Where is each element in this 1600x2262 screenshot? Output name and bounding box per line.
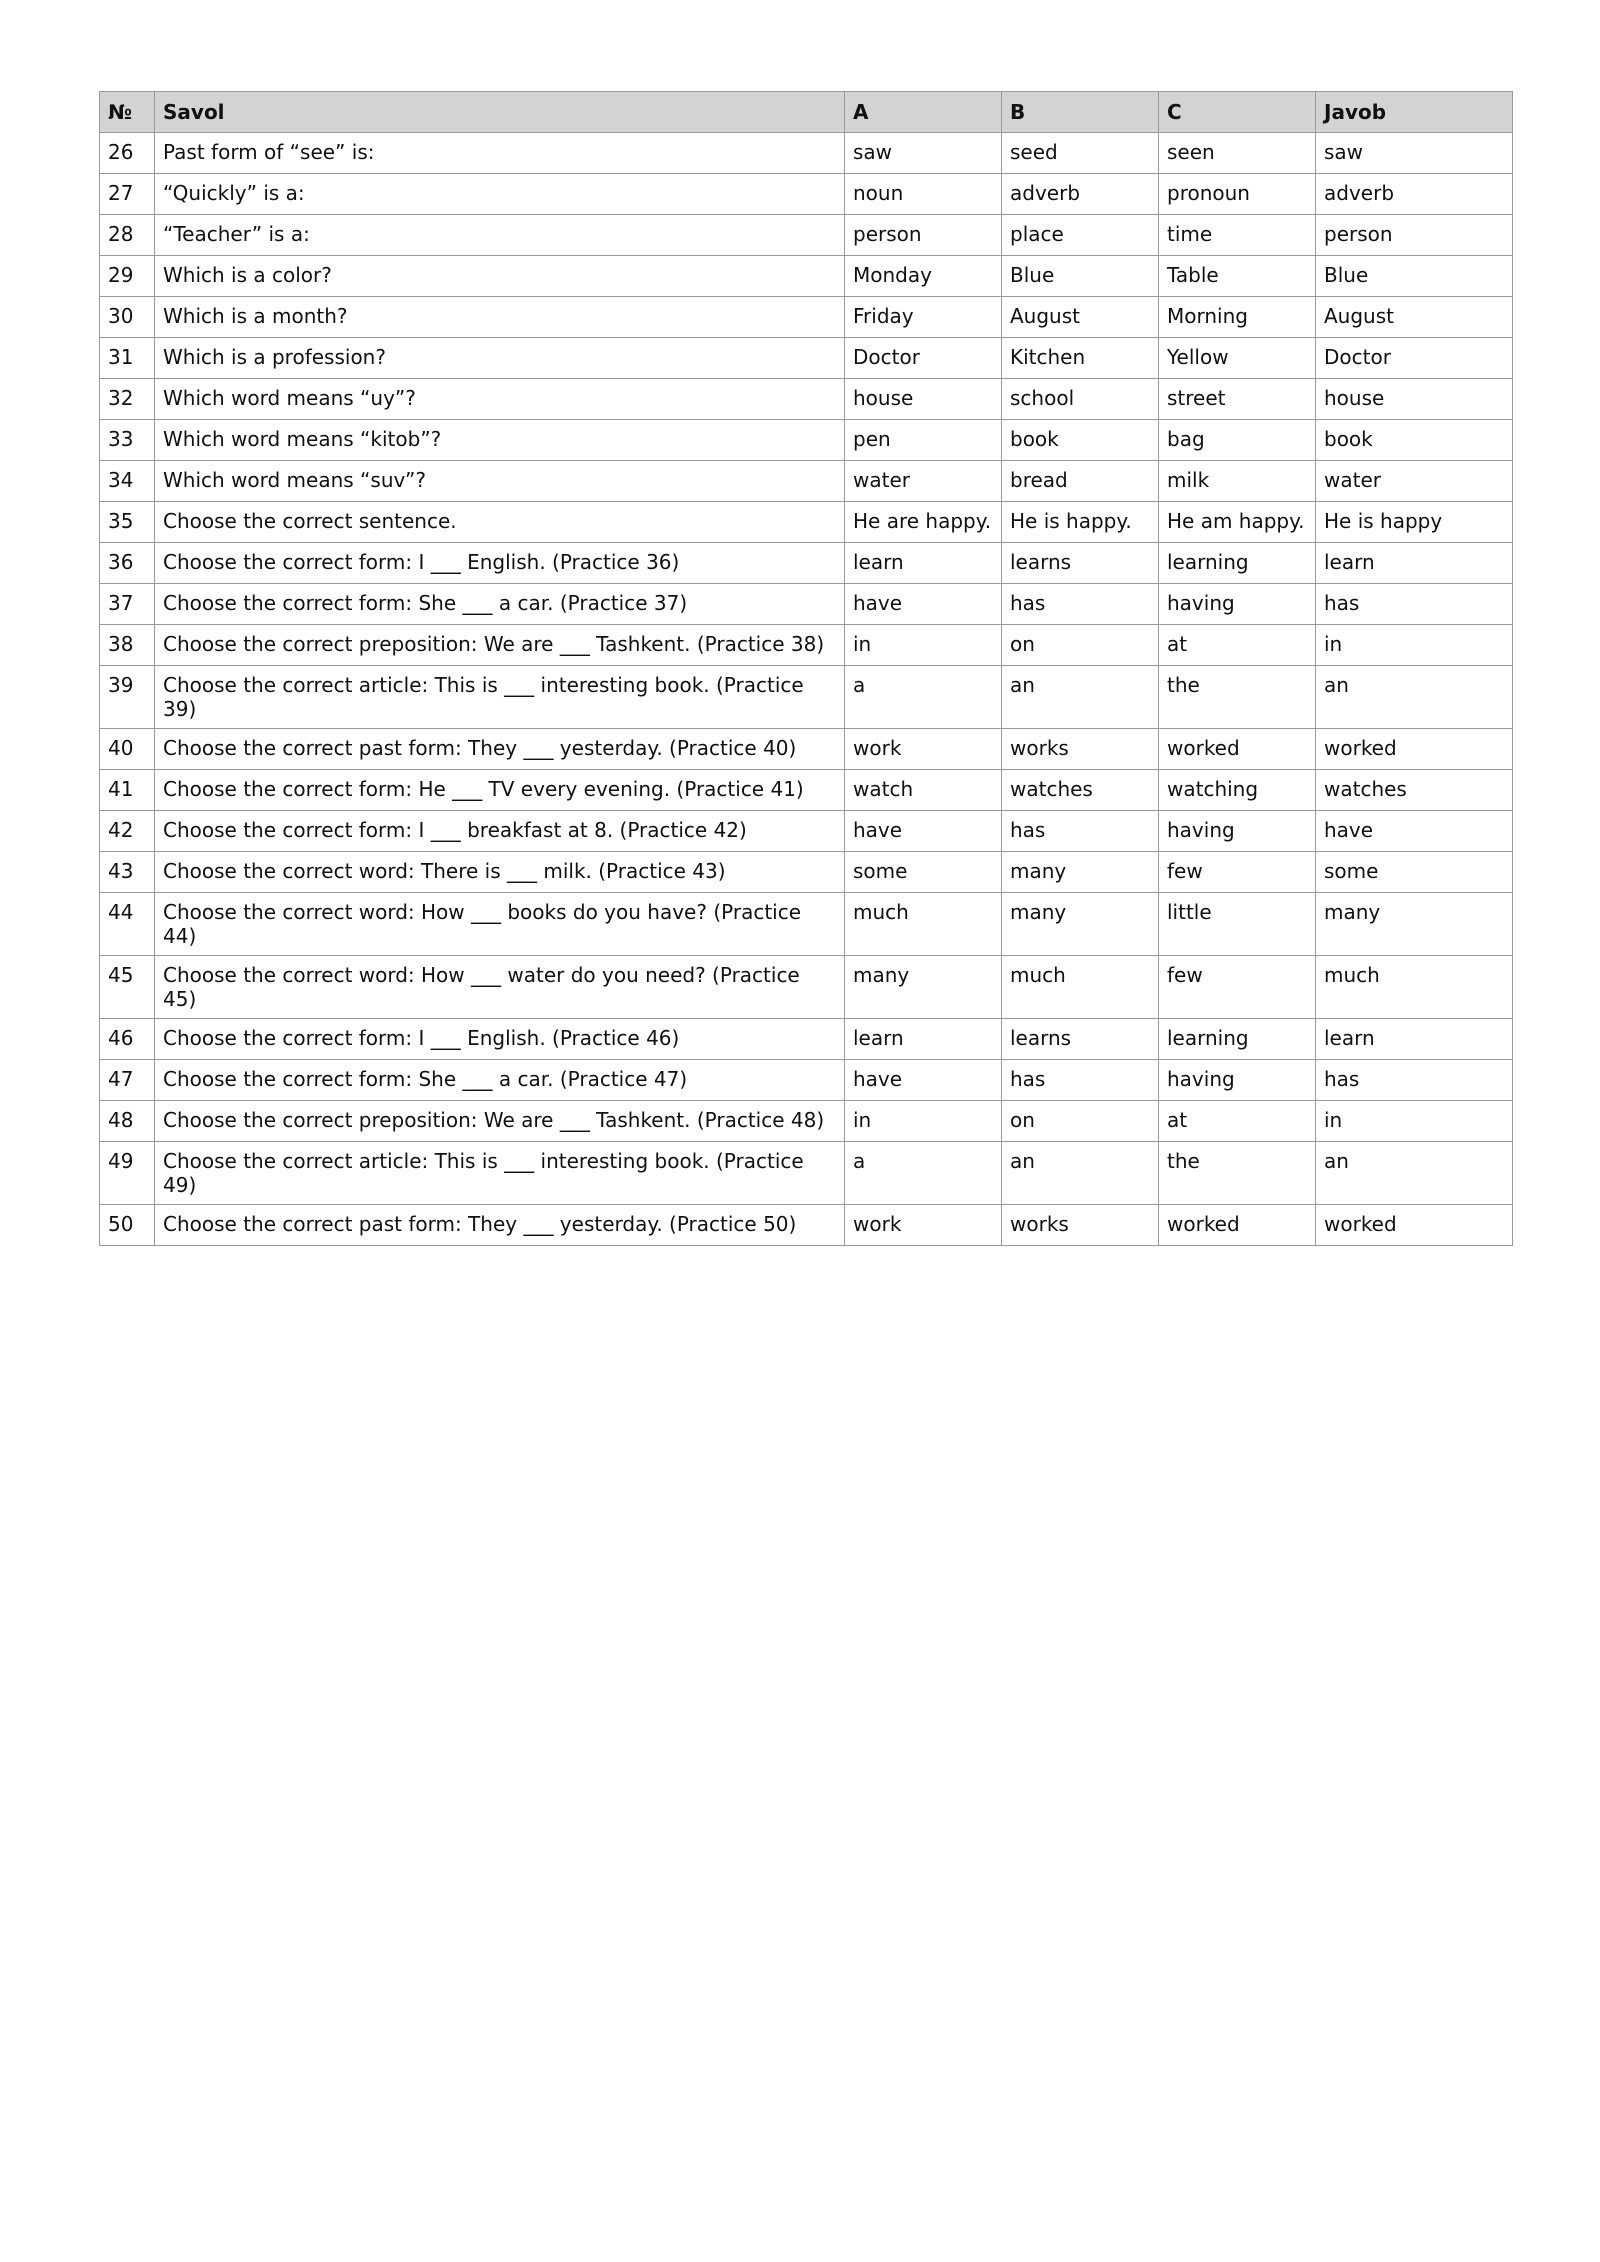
table-row (100, 420, 1513, 461)
cell-answer: He is happy (1316, 502, 1513, 543)
cell-option-b: seed (1002, 133, 1159, 174)
cell-question: Which word means “suv”? (155, 461, 845, 502)
cell-option-a: person (845, 215, 1002, 256)
header-option-c: C (1159, 92, 1316, 133)
cell-option-b: many (1002, 852, 1159, 893)
cell-option-c: having (1159, 584, 1316, 625)
cell-option-b: He is happy. (1002, 502, 1159, 543)
cell-answer: saw (1316, 133, 1513, 174)
cell-question: Choose the correct form: He ___ TV every evening. (Practice 41) (155, 770, 845, 811)
cell-option-b: on (1002, 625, 1159, 666)
table-header (100, 92, 1513, 133)
table-row (100, 1205, 1513, 1246)
cell-option-b: has (1002, 811, 1159, 852)
cell-number: 26 (100, 133, 155, 174)
cell-option-b: watches (1002, 770, 1159, 811)
table-row (100, 1101, 1513, 1142)
cell-number: 40 (100, 729, 155, 770)
cell-option-a: Friday (845, 297, 1002, 338)
cell-answer: have (1316, 811, 1513, 852)
cell-option-b: Kitchen (1002, 338, 1159, 379)
cell-answer: August (1316, 297, 1513, 338)
cell-answer: Blue (1316, 256, 1513, 297)
cell-answer: person (1316, 215, 1513, 256)
cell-option-b: learns (1002, 543, 1159, 584)
cell-option-b: school (1002, 379, 1159, 420)
cell-question: Choose the correct form: She ___ a car. (Practice 47) (155, 1060, 845, 1101)
table-row (100, 1142, 1513, 1205)
cell-option-a: house (845, 379, 1002, 420)
cell-answer: in (1316, 625, 1513, 666)
cell-question: Past form of “see” is: (155, 133, 845, 174)
table-row (100, 215, 1513, 256)
table-row (100, 133, 1513, 174)
cell-option-c: little (1159, 893, 1316, 956)
header-row (100, 92, 1513, 133)
cell-option-a: much (845, 893, 1002, 956)
cell-option-a: have (845, 1060, 1002, 1101)
cell-number: 39 (100, 666, 155, 729)
cell-answer: learn (1316, 543, 1513, 584)
cell-option-b: works (1002, 729, 1159, 770)
cell-option-c: watching (1159, 770, 1316, 811)
table-row (100, 297, 1513, 338)
cell-number: 46 (100, 1019, 155, 1060)
table-row (100, 256, 1513, 297)
cell-question: Choose the correct word: There is ___ milk. (Practice 43) (155, 852, 845, 893)
cell-number: 35 (100, 502, 155, 543)
cell-answer: an (1316, 666, 1513, 729)
cell-number: 38 (100, 625, 155, 666)
cell-answer: adverb (1316, 174, 1513, 215)
cell-option-a: Monday (845, 256, 1002, 297)
cell-option-a: noun (845, 174, 1002, 215)
cell-number: 45 (100, 956, 155, 1019)
cell-option-a: pen (845, 420, 1002, 461)
cell-option-c: Table (1159, 256, 1316, 297)
cell-option-b: learns (1002, 1019, 1159, 1060)
header-question: Savol (155, 92, 845, 133)
table-row (100, 956, 1513, 1019)
table-row (100, 666, 1513, 729)
cell-number: 43 (100, 852, 155, 893)
cell-answer: water (1316, 461, 1513, 502)
cell-option-c: at (1159, 1101, 1316, 1142)
cell-number: 47 (100, 1060, 155, 1101)
cell-answer: much (1316, 956, 1513, 1019)
cell-answer: learn (1316, 1019, 1513, 1060)
table-row (100, 338, 1513, 379)
cell-number: 50 (100, 1205, 155, 1246)
table-row (100, 770, 1513, 811)
cell-answer: watches (1316, 770, 1513, 811)
header-option-b: B (1002, 92, 1159, 133)
table-row (100, 543, 1513, 584)
cell-answer: an (1316, 1142, 1513, 1205)
cell-option-a: saw (845, 133, 1002, 174)
cell-option-a: learn (845, 1019, 1002, 1060)
table-row (100, 174, 1513, 215)
cell-option-a: in (845, 625, 1002, 666)
cell-option-c: pronoun (1159, 174, 1316, 215)
cell-option-c: having (1159, 1060, 1316, 1101)
cell-answer: in (1316, 1101, 1513, 1142)
cell-option-a: watch (845, 770, 1002, 811)
cell-option-c: having (1159, 811, 1316, 852)
cell-question: Which word means “kitob”? (155, 420, 845, 461)
header-answer: Javob (1316, 92, 1513, 133)
cell-question: “Quickly” is a: (155, 174, 845, 215)
cell-question: Choose the correct form: I ___ English. (Practice 36) (155, 543, 845, 584)
cell-question: Choose the correct form: I ___ breakfast at 8. (Practice 42) (155, 811, 845, 852)
quiz-table (99, 91, 1513, 1246)
cell-number: 27 (100, 174, 155, 215)
table-row (100, 852, 1513, 893)
cell-number: 42 (100, 811, 155, 852)
cell-question: Choose the correct preposition: We are ___ Tashkent. (Practice 38) (155, 625, 845, 666)
table-row (100, 1060, 1513, 1101)
cell-option-c: milk (1159, 461, 1316, 502)
cell-option-a: have (845, 811, 1002, 852)
cell-option-c: at (1159, 625, 1316, 666)
cell-option-b: an (1002, 666, 1159, 729)
cell-number: 37 (100, 584, 155, 625)
cell-option-c: time (1159, 215, 1316, 256)
cell-answer: Doctor (1316, 338, 1513, 379)
header-number: № (100, 92, 155, 133)
cell-option-c: Yellow (1159, 338, 1316, 379)
cell-option-a: water (845, 461, 1002, 502)
header-option-a: A (845, 92, 1002, 133)
cell-option-b: has (1002, 584, 1159, 625)
cell-question: Which is a month? (155, 297, 845, 338)
cell-option-c: worked (1159, 729, 1316, 770)
cell-option-b: works (1002, 1205, 1159, 1246)
cell-number: 33 (100, 420, 155, 461)
table-row (100, 379, 1513, 420)
cell-option-c: the (1159, 666, 1316, 729)
cell-question: Which is a color? (155, 256, 845, 297)
cell-option-b: has (1002, 1060, 1159, 1101)
cell-question: Choose the correct article: This is ___ interesting book. (Practice 39) (155, 666, 845, 729)
cell-option-c: seen (1159, 133, 1316, 174)
cell-option-c: He am happy. (1159, 502, 1316, 543)
cell-answer: house (1316, 379, 1513, 420)
cell-option-a: have (845, 584, 1002, 625)
cell-option-a: He are happy. (845, 502, 1002, 543)
table-row (100, 502, 1513, 543)
cell-question: Choose the correct past form: They ___ yesterday. (Practice 40) (155, 729, 845, 770)
cell-option-a: some (845, 852, 1002, 893)
cell-option-c: few (1159, 852, 1316, 893)
cell-option-a: work (845, 1205, 1002, 1246)
table-row (100, 584, 1513, 625)
cell-number: 41 (100, 770, 155, 811)
cell-option-c: bag (1159, 420, 1316, 461)
cell-option-c: Morning (1159, 297, 1316, 338)
cell-answer: has (1316, 1060, 1513, 1101)
cell-question: Choose the correct form: I ___ English. (Practice 46) (155, 1019, 845, 1060)
cell-number: 28 (100, 215, 155, 256)
cell-option-a: learn (845, 543, 1002, 584)
cell-question: Choose the correct preposition: We are ___ Tashkent. (Practice 48) (155, 1101, 845, 1142)
cell-question: Choose the correct word: How ___ books do you have? (Practice 44) (155, 893, 845, 956)
cell-option-a: in (845, 1101, 1002, 1142)
cell-option-b: adverb (1002, 174, 1159, 215)
cell-option-b: on (1002, 1101, 1159, 1142)
table-row (100, 729, 1513, 770)
cell-answer: has (1316, 584, 1513, 625)
table-row (100, 893, 1513, 956)
cell-option-c: few (1159, 956, 1316, 1019)
cell-number: 34 (100, 461, 155, 502)
cell-number: 44 (100, 893, 155, 956)
cell-question: Which word means “uy”? (155, 379, 845, 420)
cell-option-b: much (1002, 956, 1159, 1019)
cell-question: Which is a profession? (155, 338, 845, 379)
cell-option-c: worked (1159, 1205, 1316, 1246)
table-row (100, 461, 1513, 502)
cell-question: Choose the correct word: How ___ water do you need? (Practice 45) (155, 956, 845, 1019)
cell-question: “Teacher” is a: (155, 215, 845, 256)
cell-option-b: book (1002, 420, 1159, 461)
cell-question: Choose the correct article: This is ___ interesting book. (Practice 49) (155, 1142, 845, 1205)
cell-option-a: a (845, 666, 1002, 729)
table-body (100, 133, 1513, 1246)
cell-answer: some (1316, 852, 1513, 893)
cell-number: 31 (100, 338, 155, 379)
cell-option-c: the (1159, 1142, 1316, 1205)
cell-answer: worked (1316, 729, 1513, 770)
cell-option-a: Doctor (845, 338, 1002, 379)
table-row (100, 1019, 1513, 1060)
cell-option-b: place (1002, 215, 1159, 256)
cell-option-b: Blue (1002, 256, 1159, 297)
table-row (100, 811, 1513, 852)
cell-question: Choose the correct form: She ___ a car. (Practice 37) (155, 584, 845, 625)
cell-number: 32 (100, 379, 155, 420)
cell-question: Choose the correct sentence. (155, 502, 845, 543)
cell-option-a: work (845, 729, 1002, 770)
cell-option-a: a (845, 1142, 1002, 1205)
cell-option-b: bread (1002, 461, 1159, 502)
cell-option-b: an (1002, 1142, 1159, 1205)
cell-option-b: many (1002, 893, 1159, 956)
cell-option-c: street (1159, 379, 1316, 420)
cell-answer: book (1316, 420, 1513, 461)
cell-option-c: learning (1159, 543, 1316, 584)
cell-option-a: many (845, 956, 1002, 1019)
cell-option-b: August (1002, 297, 1159, 338)
cell-answer: worked (1316, 1205, 1513, 1246)
table-row (100, 625, 1513, 666)
cell-number: 49 (100, 1142, 155, 1205)
cell-number: 30 (100, 297, 155, 338)
cell-number: 36 (100, 543, 155, 584)
cell-option-c: learning (1159, 1019, 1316, 1060)
cell-question: Choose the correct past form: They ___ yesterday. (Practice 50) (155, 1205, 845, 1246)
cell-number: 48 (100, 1101, 155, 1142)
cell-answer: many (1316, 893, 1513, 956)
cell-number: 29 (100, 256, 155, 297)
